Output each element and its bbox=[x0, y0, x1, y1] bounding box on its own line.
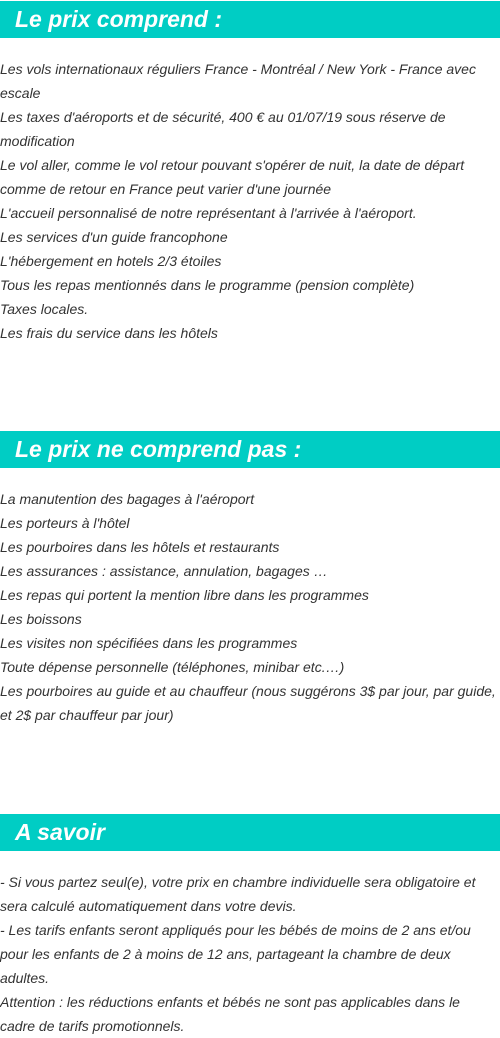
section-price-excludes bbox=[0, 431, 500, 727]
list-item: Les porteurs à l'hôtel bbox=[0, 515, 130, 531]
list-item: Tous les repas mentionnés dans le programme (pension complète) bbox=[0, 277, 415, 293]
list-item: Taxes locales. bbox=[0, 301, 89, 317]
list-item: L'hébergement en hotels 2/3 étoiles bbox=[0, 253, 222, 269]
list-item: Les assurances : assistance, annulation, bagages … bbox=[0, 563, 328, 579]
list-item: Les taxes d'aéroports et de sécurité, 400 € au 01/07/19 sous réserve de modification bbox=[0, 109, 446, 149]
list-item: - Si vous partez seul(e), votre prix en chambre individuelle sera obligatoire et sera calculé automatiquement dans votre devis. bbox=[0, 874, 476, 914]
list-item: Le vol aller, comme le vol retour pouvant s'opérer de nuit, la date de départ comme de retour en France peut varier d'une journée bbox=[0, 157, 465, 197]
list-item: Attention : les réductions enfants et bébés ne sont pas applicables dans le cadre de tarifs promotionnels. bbox=[0, 994, 460, 1034]
list-item: Les repas qui portent la mention libre dans les programmes bbox=[0, 587, 369, 603]
list-item: Toute dépense personnelle (téléphones, minibar etc.…) bbox=[0, 659, 345, 675]
section-heading: A savoir bbox=[0, 814, 500, 851]
list-item: Les boissons bbox=[0, 611, 82, 627]
list-item: La manutention des bagages à l'aéroport bbox=[0, 491, 255, 507]
list-item: Les pourboires au guide et au chauffeur (nous suggérons 3$ par jour, par guide, et 2$ par chauffeur par jour) bbox=[0, 683, 496, 723]
section-price-includes bbox=[0, 1, 500, 345]
excluded-list bbox=[0, 487, 500, 727]
list-item: Les visites non spécifiées dans les programmes bbox=[0, 635, 298, 651]
section-heading: Le prix ne comprend pas : bbox=[0, 431, 500, 468]
section-good-to-know bbox=[0, 814, 500, 1038]
included-list bbox=[0, 57, 500, 345]
section-heading: Le prix comprend : bbox=[0, 1, 500, 38]
list-item: Les pourboires dans les hôtels et restaurants bbox=[0, 539, 280, 555]
list-item: L'accueil personnalisé de notre représentant à l'arrivée à l'aéroport. bbox=[0, 205, 417, 221]
notes-list bbox=[0, 870, 500, 1038]
list-item: Les services d'un guide francophone bbox=[0, 229, 228, 245]
list-item: - Les tarifs enfants seront appliqués pour les bébés de moins de 2 ans et/ou pour les enfants de 2 à moins de 12 ans, partageant la chambre de deux adultes. bbox=[0, 922, 471, 986]
list-item: Les vols internationaux réguliers France - Montréal / New York - France avec escale bbox=[0, 61, 476, 101]
list-item: Les frais du service dans les hôtels bbox=[0, 325, 218, 341]
